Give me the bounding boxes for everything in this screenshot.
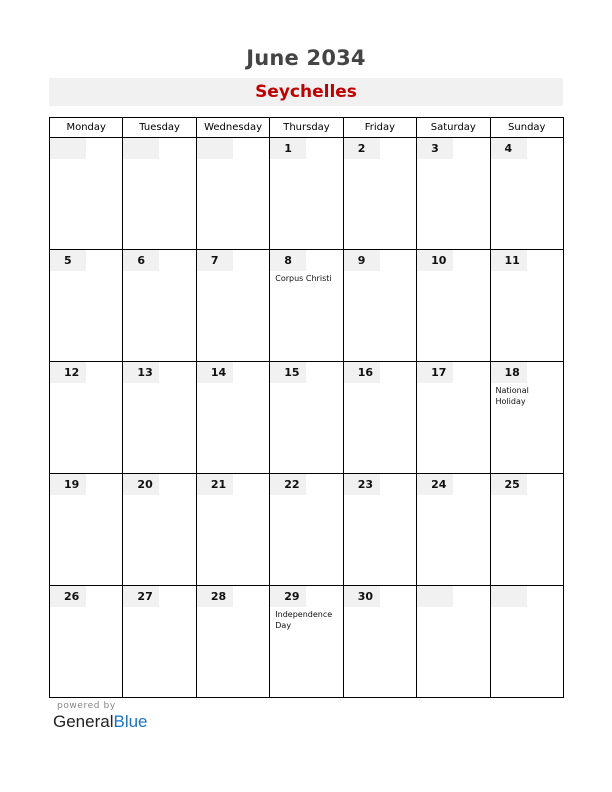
day-cell <box>123 250 196 362</box>
day-number: 23 <box>344 474 380 495</box>
day-cell <box>50 362 123 474</box>
day-cell <box>490 138 563 250</box>
day-number: 2 <box>344 138 380 159</box>
day-number <box>417 586 453 607</box>
day-number: 18 <box>491 362 527 383</box>
day-number: 22 <box>270 474 306 495</box>
day-number: 27 <box>123 586 159 607</box>
day-number: 12 <box>50 362 86 383</box>
day-number <box>123 138 159 159</box>
weekday-header: Wednesday <box>196 118 269 138</box>
day-cell <box>417 586 490 698</box>
day-cell <box>417 250 490 362</box>
day-number: 6 <box>123 250 159 271</box>
day-cell <box>417 138 490 250</box>
day-number: 15 <box>270 362 306 383</box>
day-cell <box>490 362 563 474</box>
week-row <box>50 362 564 474</box>
day-cell <box>50 138 123 250</box>
day-number: 5 <box>50 250 86 271</box>
day-cell <box>123 586 196 698</box>
day-cell <box>196 250 269 362</box>
day-cell <box>417 474 490 586</box>
day-cell <box>196 474 269 586</box>
day-cell <box>50 586 123 698</box>
day-cell <box>196 362 269 474</box>
calendar-grid <box>49 117 564 698</box>
weekday-header: Thursday <box>270 118 343 138</box>
day-number: 3 <box>417 138 453 159</box>
day-cell <box>417 362 490 474</box>
holiday-label: Independence Day <box>275 610 333 630</box>
day-number: 24 <box>417 474 453 495</box>
holiday-label: National Holiday <box>495 386 529 406</box>
day-cell <box>490 586 563 698</box>
weekday-header: Tuesday <box>123 118 196 138</box>
day-cell <box>270 362 343 474</box>
day-number: 17 <box>417 362 453 383</box>
day-number: 4 <box>491 138 527 159</box>
day-cell <box>270 250 343 362</box>
day-cell <box>196 138 269 250</box>
day-cell <box>490 250 563 362</box>
weekday-header: Monday <box>50 118 123 138</box>
day-cell <box>50 474 123 586</box>
day-cell <box>270 138 343 250</box>
day-number: 30 <box>344 586 380 607</box>
day-cell <box>343 250 416 362</box>
page-title: June 2034 <box>246 46 366 70</box>
day-number: 16 <box>344 362 380 383</box>
week-row <box>50 138 564 250</box>
powered-by-label: powered by <box>57 701 116 711</box>
day-number: 20 <box>123 474 159 495</box>
weekday-header: Sunday <box>490 118 563 138</box>
day-cell <box>196 586 269 698</box>
day-cell <box>270 474 343 586</box>
country-name: Seychelles <box>255 82 357 102</box>
day-number: 9 <box>344 250 380 271</box>
day-cell <box>490 474 563 586</box>
brand-blue: Blue <box>113 712 148 731</box>
day-number: 21 <box>197 474 233 495</box>
day-number: 13 <box>123 362 159 383</box>
weekday-header: Saturday <box>417 118 490 138</box>
day-number: 11 <box>491 250 527 271</box>
day-number: 8 <box>270 250 306 271</box>
day-number: 19 <box>50 474 86 495</box>
holiday-label: Corpus Christi <box>275 274 332 283</box>
day-cell <box>343 474 416 586</box>
day-number: 26 <box>50 586 86 607</box>
country-banner <box>49 78 563 106</box>
week-row <box>50 474 564 586</box>
day-cell <box>343 362 416 474</box>
day-number: 14 <box>197 362 233 383</box>
day-number: 1 <box>270 138 306 159</box>
week-row <box>50 250 564 362</box>
day-number <box>50 138 86 159</box>
day-number: 29 <box>270 586 306 607</box>
day-number <box>491 586 527 607</box>
weekday-header-row <box>50 118 564 138</box>
day-cell <box>343 138 416 250</box>
day-cell <box>123 138 196 250</box>
day-cell <box>123 362 196 474</box>
day-number <box>197 138 233 159</box>
day-number: 7 <box>197 250 233 271</box>
generalblue-logo[interactable] <box>53 712 148 732</box>
day-number: 28 <box>197 586 233 607</box>
brand-general: General <box>53 712 114 731</box>
day-cell <box>123 474 196 586</box>
day-cell <box>50 250 123 362</box>
day-cell <box>270 586 343 698</box>
day-number: 25 <box>491 474 527 495</box>
week-row <box>50 586 564 698</box>
weekday-header: Friday <box>343 118 416 138</box>
day-number: 10 <box>417 250 453 271</box>
day-cell <box>343 586 416 698</box>
